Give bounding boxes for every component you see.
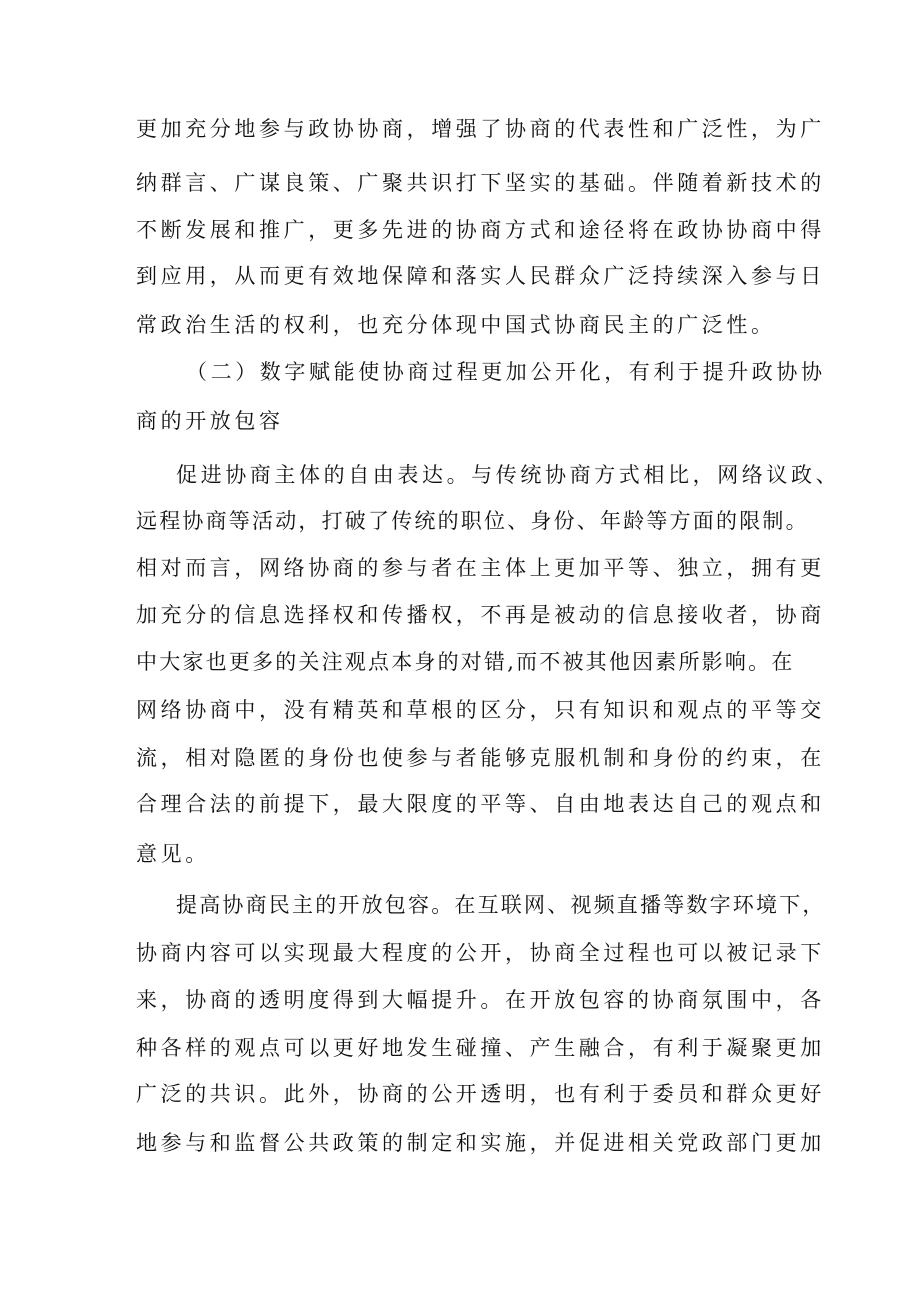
text-line: 中大家也更多的关注观点本身的对错,而不被其他因素所影响。在 [136, 650, 795, 674]
text-line: 促进协商主体的自由表达。与传统协商方式相比，网络议政、 [176, 463, 841, 487]
text-line: 远程协商等活动，打破了传统的职位、身份、年龄等方面的限制。 [136, 509, 809, 533]
text-line: 到应用，从而更有效地保障和落实人民群众广泛持续深入参与日 [136, 264, 825, 288]
text-line: 提高协商民主的开放包容。在互联网、视频直播等数字环境下， [176, 893, 826, 917]
text-line: 流，相对隐匿的身份也使参与者能够克服机制和身份的约束，在 [136, 746, 825, 770]
text-line: 更加充分地参与政协协商，增强了协商的代表性和广泛性，为广 [136, 117, 825, 141]
section-heading-line: 商的开放包容 [136, 409, 284, 433]
text-line: 来，协商的透明度得到大幅提升。在开放包容的协商氛围中，各 [136, 988, 825, 1012]
text-line: 网络协商中，没有精英和草根的区分，只有知识和观点的平等交 [136, 698, 825, 722]
text-line: 协商内容可以实现最大程度的公开，协商全过程也可以被记录下 [136, 941, 825, 965]
text-line: 相对而言，网络协商的参与者在主体上更加平等、独立，拥有更 [136, 556, 825, 580]
text-line: 种各样的观点可以更好地发生碰撞、产生融合，有利于凝聚更加 [136, 1036, 825, 1060]
text-line: 不断发展和推广，更多先进的协商方式和途径将在政协协商中得 [136, 218, 825, 242]
text-line: 广泛的共识。此外，协商的公开透明，也有利于委员和群众更好 [136, 1082, 825, 1106]
text-line: 地参与和监督公共政策的制定和实施，并促进相关党政部门更加 [136, 1131, 825, 1155]
text-line: 常政治生活的权利，也充分体现中国式协商民主的广泛性。 [136, 313, 776, 337]
text-line: 加充分的信息选择权和传播权，不再是被动的信息接收者，协商 [136, 603, 825, 627]
section-heading-line: （二）数字赋能使协商过程更加公开化，有利于提升政协协 [186, 360, 826, 384]
text-line: 意见。 [136, 842, 210, 866]
text-line: 纳群言、广谋良策、广聚共识打下坚实的基础。伴随着新技术的 [136, 171, 825, 195]
text-line: 合理合法的前提下，最大限度的平等、自由地表达自己的观点和 [136, 792, 825, 816]
